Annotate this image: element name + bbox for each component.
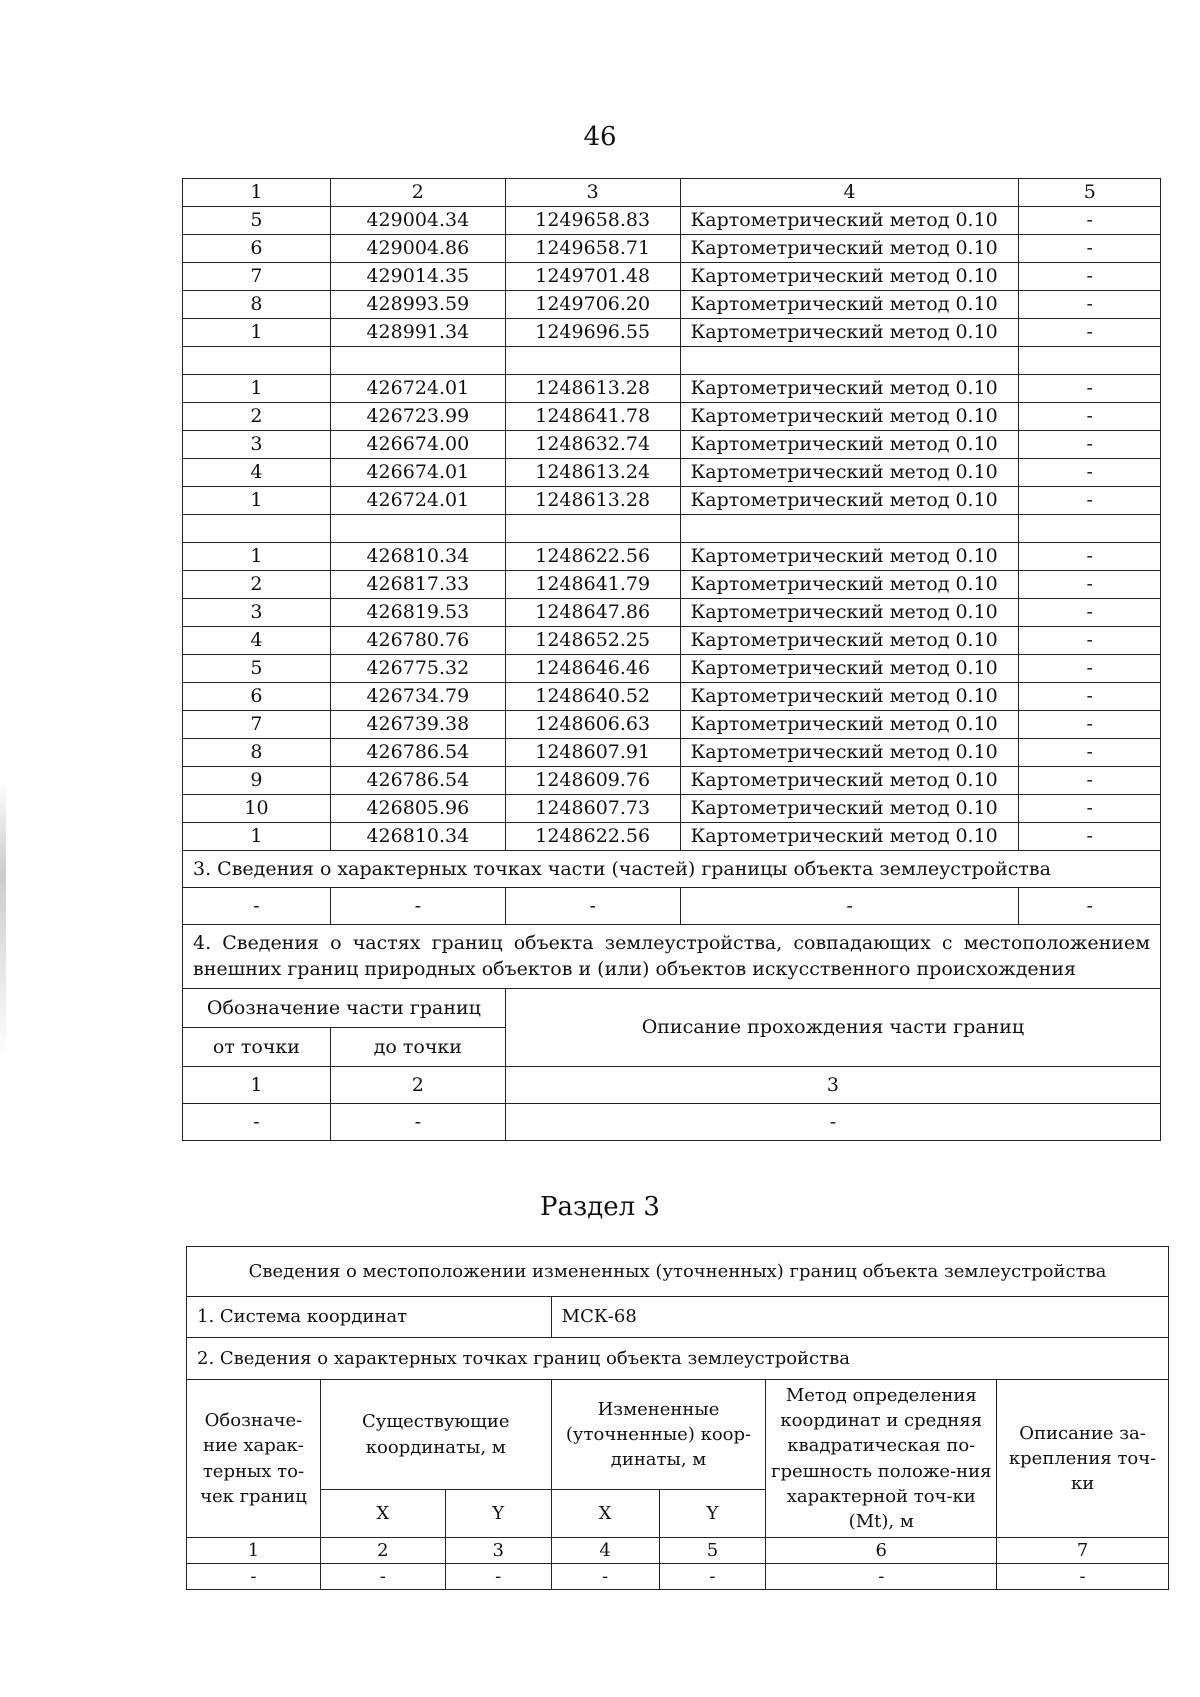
method-cell: Картометрический метод 0.10 xyxy=(680,459,1019,487)
num-cell: 2 xyxy=(320,1538,445,1564)
point-number-cell: 2 xyxy=(183,571,331,599)
table-row xyxy=(183,711,1161,739)
method-cell: Картометрический метод 0.10 xyxy=(680,235,1019,263)
y-coord-cell: 1248652.25 xyxy=(505,627,680,655)
table-row xyxy=(183,375,1161,403)
col-existing-coords: Существующие координаты, м xyxy=(320,1380,551,1490)
col-fixation: Описание за-крепления точ-ки xyxy=(997,1380,1169,1538)
y-coord-cell: 1248609.76 xyxy=(505,767,680,795)
fixation-cell: - xyxy=(1019,543,1161,571)
fixation-cell: - xyxy=(1019,599,1161,627)
point-number-cell: 7 xyxy=(183,711,331,739)
x-coord-cell: 426805.96 xyxy=(330,795,505,823)
value-cell: - xyxy=(997,1564,1169,1590)
empty-cell xyxy=(505,515,680,543)
header-cell: 5 xyxy=(1019,179,1161,207)
designation-header: Обозначение части границ xyxy=(183,989,506,1028)
fixation-cell: - xyxy=(1019,403,1161,431)
point-number-cell: 1 xyxy=(183,823,331,851)
point-number-cell: 1 xyxy=(183,319,331,347)
num-cell: 5 xyxy=(659,1538,766,1564)
y-coord-cell: 1248606.63 xyxy=(505,711,680,739)
x-coord-cell: 426739.38 xyxy=(330,711,505,739)
fixation-cell: - xyxy=(1019,655,1161,683)
x-coord-cell: 426810.34 xyxy=(330,823,505,851)
point-number-cell: 5 xyxy=(183,655,331,683)
value-cell: - xyxy=(445,1564,551,1590)
col-changed-y: Y xyxy=(659,1490,766,1538)
x-coord-cell: 429004.86 xyxy=(330,235,505,263)
fixation-cell: - xyxy=(1019,291,1161,319)
x-coord-cell: 426819.53 xyxy=(330,599,505,627)
x-coord-cell: 426810.34 xyxy=(330,543,505,571)
point-number-cell: 3 xyxy=(183,599,331,627)
method-cell: Картометрический метод 0.10 xyxy=(680,683,1019,711)
section-heading: Раздел 3 xyxy=(540,1192,660,1222)
separator-row xyxy=(183,515,1161,543)
section3-value-cell: - xyxy=(1019,888,1161,925)
num-cell: 2 xyxy=(330,1067,505,1104)
method-cell: Картометрический метод 0.10 xyxy=(680,207,1019,235)
point-number-cell: 8 xyxy=(183,739,331,767)
header-cell: 3 xyxy=(505,179,680,207)
point-number-cell: 5 xyxy=(183,207,331,235)
fixation-cell: - xyxy=(1019,571,1161,599)
description-header: Описание прохождения части границ xyxy=(505,989,1160,1067)
value-cell: - xyxy=(505,1104,1160,1141)
fixation-cell: - xyxy=(1019,235,1161,263)
point-number-cell: 9 xyxy=(183,767,331,795)
method-cell: Картометрический метод 0.10 xyxy=(680,767,1019,795)
y-coord-cell: 1248641.78 xyxy=(505,403,680,431)
value-cell: - xyxy=(659,1564,766,1590)
num-cell: 4 xyxy=(551,1538,659,1564)
col-existing-y: Y xyxy=(445,1490,551,1538)
col-changed-coords: Измененные (уточненные) коор-динаты, м xyxy=(551,1380,766,1490)
method-cell: Картометрический метод 0.10 xyxy=(680,291,1019,319)
point-number-cell: 1 xyxy=(183,543,331,571)
table-row xyxy=(183,627,1161,655)
method-cell: Картометрический метод 0.10 xyxy=(680,319,1019,347)
table-row xyxy=(183,571,1161,599)
point-number-cell: 3 xyxy=(183,431,331,459)
point-number-cell: 1 xyxy=(183,487,331,515)
fixation-cell: - xyxy=(1019,739,1161,767)
fixation-cell: - xyxy=(1019,487,1161,515)
y-coord-cell: 1249658.83 xyxy=(505,207,680,235)
method-cell: Картометрический метод 0.10 xyxy=(680,487,1019,515)
method-cell: Картометрический метод 0.10 xyxy=(680,627,1019,655)
fixation-cell: - xyxy=(1019,795,1161,823)
num-cell: 1 xyxy=(183,1067,331,1104)
table-row xyxy=(183,207,1161,235)
fixation-cell: - xyxy=(1019,263,1161,291)
col-method: Метод определения координат и средняя квадратическая по-грешность положе-ния характерной точ-ки (Mt), м xyxy=(766,1380,997,1538)
empty-cell xyxy=(505,347,680,375)
method-cell: Картометрический метод 0.10 xyxy=(680,795,1019,823)
x-coord-cell: 426674.01 xyxy=(330,459,505,487)
y-coord-cell: 1248641.79 xyxy=(505,571,680,599)
num-cell: 7 xyxy=(997,1538,1169,1564)
empty-cell xyxy=(330,515,505,543)
point-number-cell: 4 xyxy=(183,627,331,655)
table-row xyxy=(183,739,1161,767)
section3-value-cell: - xyxy=(505,888,680,925)
scan-edge-mark xyxy=(0,780,6,1060)
value-cell: - xyxy=(183,1104,331,1141)
fixation-cell: - xyxy=(1019,683,1161,711)
header-cell: 4 xyxy=(680,179,1019,207)
x-coord-cell: 426674.00 xyxy=(330,431,505,459)
from-point-header: от точки xyxy=(183,1028,331,1067)
table-row xyxy=(183,487,1161,515)
x-coord-cell: 426724.01 xyxy=(330,375,505,403)
table-row xyxy=(183,599,1161,627)
col-changed-x: X xyxy=(551,1490,659,1538)
header-cell: 1 xyxy=(183,179,331,207)
table-row xyxy=(183,319,1161,347)
fixation-cell: - xyxy=(1019,319,1161,347)
coord-system-value: МСК-68 xyxy=(551,1297,1168,1338)
x-coord-cell: 426817.33 xyxy=(330,571,505,599)
empty-cell xyxy=(1019,347,1161,375)
x-coord-cell: 429004.34 xyxy=(330,207,505,235)
method-cell: Картометрический метод 0.10 xyxy=(680,823,1019,851)
table-row xyxy=(183,823,1161,851)
table-row xyxy=(183,431,1161,459)
y-coord-cell: 1249701.48 xyxy=(505,263,680,291)
value-cell: - xyxy=(551,1564,659,1590)
table-row xyxy=(183,403,1161,431)
point-number-cell: 10 xyxy=(183,795,331,823)
coord-system-label: 1. Система координат xyxy=(187,1297,552,1338)
method-cell: Картометрический метод 0.10 xyxy=(680,739,1019,767)
section4-title: 4. Сведения о частях границ объекта землеустройства, совпадающих с местоположением внешних границ природных объектов и (или) объектов искусственного происхождения xyxy=(183,925,1161,989)
section3-value-cell: - xyxy=(330,888,505,925)
fixation-cell: - xyxy=(1019,767,1161,795)
x-coord-cell: 426786.54 xyxy=(330,767,505,795)
table-row xyxy=(183,459,1161,487)
empty-cell xyxy=(680,347,1019,375)
method-cell: Картометрический метод 0.10 xyxy=(680,543,1019,571)
y-coord-cell: 1248607.73 xyxy=(505,795,680,823)
x-coord-cell: 426775.32 xyxy=(330,655,505,683)
table-row xyxy=(183,767,1161,795)
table-row xyxy=(183,543,1161,571)
points-title: 2. Сведения о характерных точках границ объекта землеустройства xyxy=(187,1338,1169,1380)
changed-boundaries-table xyxy=(186,1246,1169,1590)
table-row xyxy=(183,263,1161,291)
empty-cell xyxy=(680,515,1019,543)
x-coord-cell: 426724.01 xyxy=(330,487,505,515)
col-existing-x: X xyxy=(320,1490,445,1538)
to-point-header: до точки xyxy=(330,1028,505,1067)
empty-cell xyxy=(1019,515,1161,543)
point-number-cell: 7 xyxy=(183,263,331,291)
x-coord-cell: 429014.35 xyxy=(330,263,505,291)
empty-cell xyxy=(183,347,331,375)
fixation-cell: - xyxy=(1019,431,1161,459)
fixation-cell: - xyxy=(1019,711,1161,739)
num-cell: 6 xyxy=(766,1538,997,1564)
y-coord-cell: 1249706.20 xyxy=(505,291,680,319)
method-cell: Картометрический метод 0.10 xyxy=(680,571,1019,599)
value-cell: - xyxy=(766,1564,997,1590)
point-number-cell: 8 xyxy=(183,291,331,319)
table-row xyxy=(183,291,1161,319)
method-cell: Картометрический метод 0.10 xyxy=(680,375,1019,403)
section3-value-cell: - xyxy=(183,888,331,925)
y-coord-cell: 1248613.28 xyxy=(505,487,680,515)
y-coord-cell: 1248613.24 xyxy=(505,459,680,487)
method-cell: Картометрический метод 0.10 xyxy=(680,711,1019,739)
y-coord-cell: 1248622.56 xyxy=(505,823,680,851)
method-cell: Картометрический метод 0.10 xyxy=(680,655,1019,683)
value-cell: - xyxy=(330,1104,505,1141)
method-cell: Картометрический метод 0.10 xyxy=(680,403,1019,431)
table-row xyxy=(183,655,1161,683)
x-coord-cell: 428991.34 xyxy=(330,319,505,347)
page-number: 46 xyxy=(583,122,617,152)
method-cell: Картометрический метод 0.10 xyxy=(680,599,1019,627)
table2-title: Сведения о местоположении измененных (уточненных) границ объекта землеустройства xyxy=(187,1247,1169,1297)
point-number-cell: 6 xyxy=(183,683,331,711)
y-coord-cell: 1248640.52 xyxy=(505,683,680,711)
x-coord-cell: 426734.79 xyxy=(330,683,505,711)
y-coord-cell: 1248647.86 xyxy=(505,599,680,627)
x-coord-cell: 428993.59 xyxy=(330,291,505,319)
value-cell: - xyxy=(187,1564,321,1590)
separator-row xyxy=(183,347,1161,375)
y-coord-cell: 1248613.28 xyxy=(505,375,680,403)
point-number-cell: 2 xyxy=(183,403,331,431)
method-cell: Картометрический метод 0.10 xyxy=(680,263,1019,291)
empty-cell xyxy=(330,347,505,375)
section3-title: 3. Сведения о характерных точках части (частей) границы объекта землеустройства xyxy=(183,851,1161,888)
num-cell: 3 xyxy=(505,1067,1160,1104)
y-coord-cell: 1249696.55 xyxy=(505,319,680,347)
y-coord-cell: 1248646.46 xyxy=(505,655,680,683)
fixation-cell: - xyxy=(1019,207,1161,235)
fixation-cell: - xyxy=(1019,627,1161,655)
section3-value-cell: - xyxy=(680,888,1019,925)
y-coord-cell: 1249658.71 xyxy=(505,235,680,263)
num-cell: 3 xyxy=(445,1538,551,1564)
y-coord-cell: 1248622.56 xyxy=(505,543,680,571)
fixation-cell: - xyxy=(1019,459,1161,487)
header-cell: 2 xyxy=(330,179,505,207)
fixation-cell: - xyxy=(1019,823,1161,851)
x-coord-cell: 426723.99 xyxy=(330,403,505,431)
x-coord-cell: 426786.54 xyxy=(330,739,505,767)
y-coord-cell: 1248632.74 xyxy=(505,431,680,459)
method-cell: Картометрический метод 0.10 xyxy=(680,431,1019,459)
y-coord-cell: 1248607.91 xyxy=(505,739,680,767)
table-header-row xyxy=(183,179,1161,207)
num-cell: 1 xyxy=(187,1538,321,1564)
empty-cell xyxy=(183,515,331,543)
table-row xyxy=(183,235,1161,263)
coordinates-table xyxy=(182,178,1161,1141)
point-number-cell: 6 xyxy=(183,235,331,263)
table-row xyxy=(183,795,1161,823)
col-point-designation: Обозначе-ние харак-терных то-чек границ xyxy=(187,1380,321,1538)
fixation-cell: - xyxy=(1019,375,1161,403)
point-number-cell: 1 xyxy=(183,375,331,403)
value-cell: - xyxy=(320,1564,445,1590)
x-coord-cell: 426780.76 xyxy=(330,627,505,655)
table-row xyxy=(183,683,1161,711)
point-number-cell: 4 xyxy=(183,459,331,487)
